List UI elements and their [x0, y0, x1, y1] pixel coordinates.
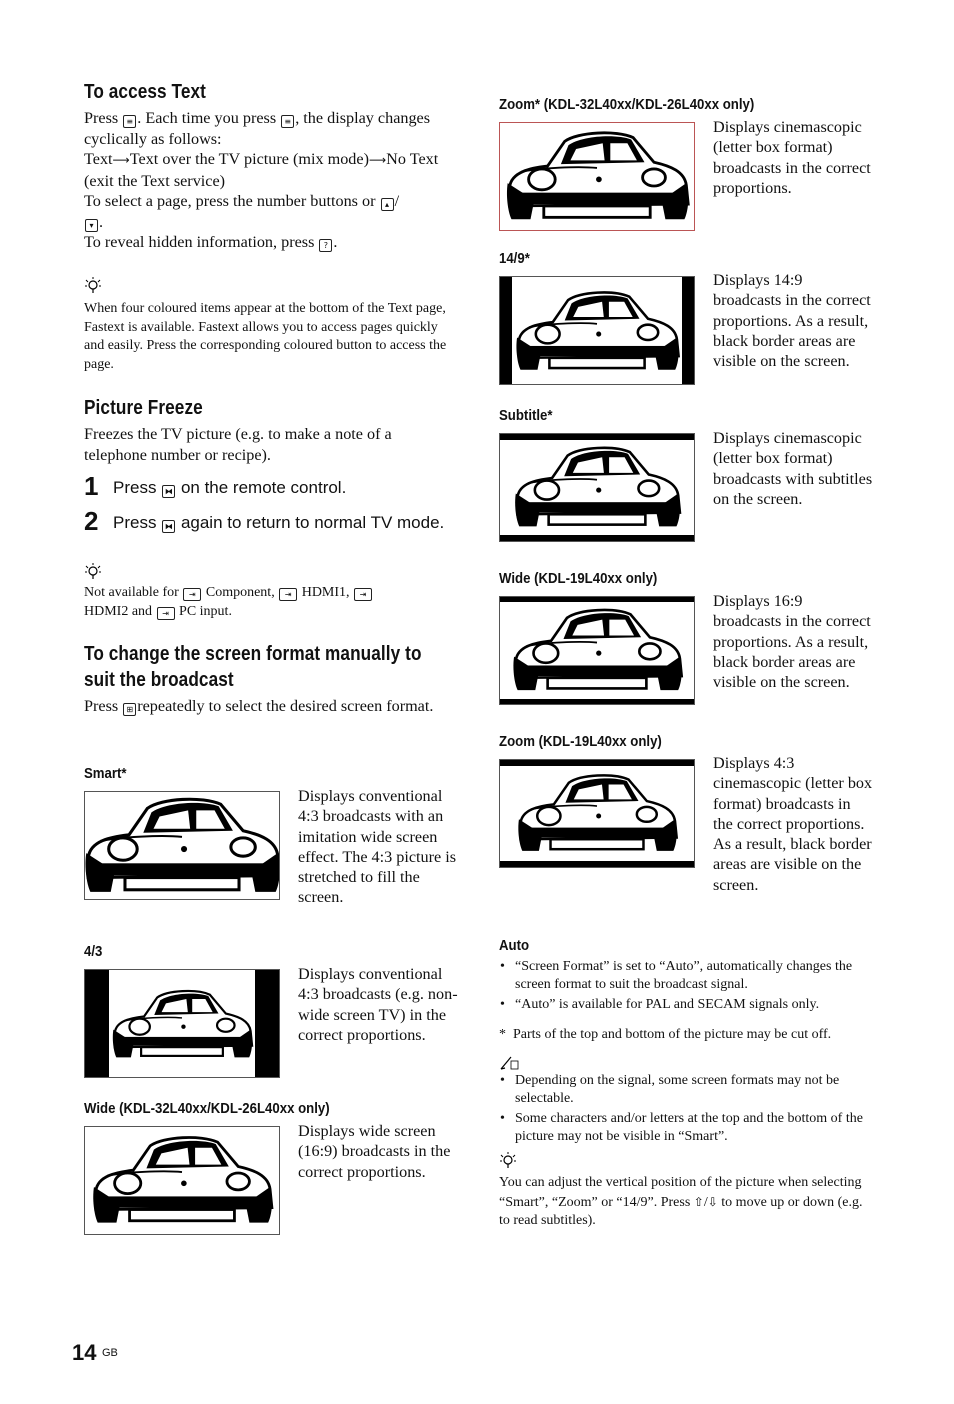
- text-fragment: Component,: [205, 585, 275, 600]
- text-fragment: HDMI2 and: [84, 603, 153, 619]
- notes-list: [499, 1072, 871, 1148]
- format-image-smart: [84, 791, 280, 900]
- footnote-text: Parts of the top and bottom of the picture may be cut off.: [513, 1027, 832, 1042]
- text-fragment: PC input.: [179, 603, 232, 619]
- section-heading-picture-freeze: Picture Freeze: [84, 397, 203, 419]
- text-fragment: again to return to normal TV mode.: [180, 513, 445, 532]
- text-fragment: Press: [113, 513, 157, 532]
- format-desc-zoom-32-26: Displays cinemascopic (letter box format) broadcasts in the correct proportions.: [713, 118, 871, 197]
- freeze-button-icon: ⧓: [162, 520, 175, 533]
- tip-bulb-icon: [84, 277, 102, 297]
- text-fragment: Text: [84, 150, 113, 168]
- format-label-auto: Auto: [499, 937, 530, 954]
- format-label-wide-32-26: Wide (KDL-32L40xx/KDL-26L40xx only): [84, 1100, 330, 1117]
- text-button-icon: ≡: [281, 115, 294, 128]
- input-icon: ⇥: [183, 588, 201, 601]
- footnote-mark: *: [499, 1027, 506, 1042]
- text-fragment: Text over the TV picture (mix mode): [129, 150, 369, 168]
- format-label-zoom-32-26: Zoom* (KDL-32L40xx/KDL-26L40xx only): [499, 96, 755, 113]
- text-fragment: , the display changes cyclically as follows:: [84, 109, 431, 148]
- format-label-smart: Smart*: [84, 765, 127, 782]
- tip-bulb-icon: [84, 563, 102, 583]
- freeze-button-icon: ⧓: [162, 485, 175, 498]
- section-heading-access-text: To access Text: [84, 81, 206, 103]
- format-desc-subtitle: Displays cinemascopic (letter box format) broadcasts with subtitles on the screen.: [713, 429, 873, 508]
- text-fragment: .: [333, 233, 338, 251]
- text-fragment: . Each time you press: [137, 109, 277, 127]
- format-desc-wide-19: Displays 16:9 broadcasts in the correct proportions. As a result, black border areas are visible on the screen.: [713, 592, 871, 692]
- tip-inputs: [84, 584, 456, 621]
- text-fragment: Press: [84, 109, 119, 127]
- text-fragment: on the remote control.: [180, 478, 347, 497]
- list-item: • Depending on the signal, some screen formats may not be selectable.: [499, 1072, 871, 1108]
- access-text-body: [84, 108, 456, 253]
- text-fragment: repeatedly to select the desired screen format.: [137, 697, 434, 715]
- auto-bullets: [499, 958, 871, 1016]
- up-arrow-icon: ⇧: [693, 1194, 704, 1209]
- text-fragment: /: [394, 192, 400, 210]
- note-pencil-icon: [499, 1055, 519, 1071]
- format-image-subtitle: [499, 433, 695, 542]
- text-button-icon: ≡: [123, 115, 136, 128]
- format-image-wide-32-26: [84, 1126, 280, 1235]
- down-arrow-icon: ⇩: [707, 1194, 718, 1209]
- text-fragment: /: [703, 1194, 708, 1210]
- footnote: [499, 1026, 871, 1045]
- format-desc-4-3: Displays conventional 4:3 broadcasts (e.g. non-wide screen TV) in the correct proportions.: [298, 965, 458, 1044]
- format-label-wide-19: Wide (KDL-19L40xx only): [499, 570, 658, 587]
- tip-fastext: When four coloured items appear at the bottom of the Text page, Fastext is available. Fastext allows you to access pages quickly and easily. Press the corresponding coloured button to access the page.: [84, 301, 447, 372]
- format-image-zoom-19: [499, 759, 695, 868]
- list-item: • Some characters and/or letters at the top and the bottom of the picture may not be visible in “Smart”.: [499, 1110, 871, 1146]
- input-icon: ⇥: [279, 588, 297, 601]
- arrow-right-icon: ⟶: [112, 153, 130, 167]
- arrow-right-icon: ⟶: [368, 153, 387, 167]
- page-number: 14: [72, 1340, 97, 1365]
- text-fragment: to move up or down (e.g. to read subtitles).: [499, 1194, 863, 1229]
- text-fragment: Press: [113, 478, 157, 497]
- text-fragment: To select a page, press the number buttons or: [84, 192, 376, 210]
- format-label-4-3: 4/3: [84, 943, 103, 960]
- text-fragment: Press: [84, 697, 119, 715]
- wide-mode-button-icon: ⊞: [123, 703, 136, 716]
- text-fragment: .: [99, 212, 104, 231]
- text-fragment: HDMI1,: [301, 585, 350, 600]
- page-suffix: GB: [102, 1347, 118, 1359]
- tip-bulb-icon: [499, 1152, 517, 1172]
- list-item: • “Auto” is available for PAL and SECAM signals only.: [499, 996, 871, 1014]
- format-image-zoom-32-26: [499, 122, 695, 231]
- input-icon: ⇥: [157, 607, 175, 620]
- input-icon: ⇥: [354, 588, 372, 601]
- page-up-icon: ▴: [381, 198, 394, 211]
- section-heading-screen-format: To change the screen format manually to suit the broadcast: [84, 643, 422, 691]
- format-image-wide-19: [499, 596, 695, 705]
- list-item: • “Screen Format” is set to “Auto”, automatically changes the screen format to suit the broadcast signal.: [499, 958, 871, 994]
- text-fragment: No Text (exit the Text service): [84, 150, 439, 190]
- format-image-14-9: [499, 276, 695, 385]
- screen-format-intro: [84, 696, 454, 717]
- format-label-zoom-19: Zoom (KDL-19L40xx only): [499, 733, 662, 750]
- reveal-button-icon: ?: [319, 239, 332, 252]
- step-number: 1: [84, 471, 99, 501]
- text-fragment: You can adjust the vertical position of the picture when selecting “Smart”, “Zoom” or “14/9”. Press: [499, 1175, 862, 1210]
- tip-vertical-position: [499, 1174, 871, 1231]
- page-down-icon: ▾: [85, 219, 98, 232]
- picture-freeze-intro: Freezes the TV picture (e.g. to make a note of a telephone number or recipe).: [84, 425, 392, 464]
- format-desc-14-9: Displays 14:9 broadcasts in the correct proportions. As a result, black border areas are visible on the screen.: [713, 271, 871, 371]
- format-desc-wide-32-26: Displays wide screen (16:9) broadcasts in the correct proportions.: [298, 1122, 451, 1181]
- text-fragment: Not available for: [84, 585, 179, 600]
- text-fragment: To reveal hidden information, press: [84, 233, 315, 251]
- format-image-4-3: [84, 969, 280, 1078]
- format-label-subtitle: Subtitle*: [499, 407, 553, 424]
- step-number: 2: [84, 506, 99, 536]
- format-label-14-9: 14/9*: [499, 250, 530, 267]
- format-desc-smart: Displays conventional 4:3 broadcasts with an imitation wide screen effect. The 4:3 picture is stretched to fill the screen.: [298, 787, 457, 907]
- format-desc-zoom-19: Displays 4:3 cinemascopic (letter box format) broadcasts in the correct proportions. As a result, black border areas are visible on the screen.: [713, 754, 873, 894]
